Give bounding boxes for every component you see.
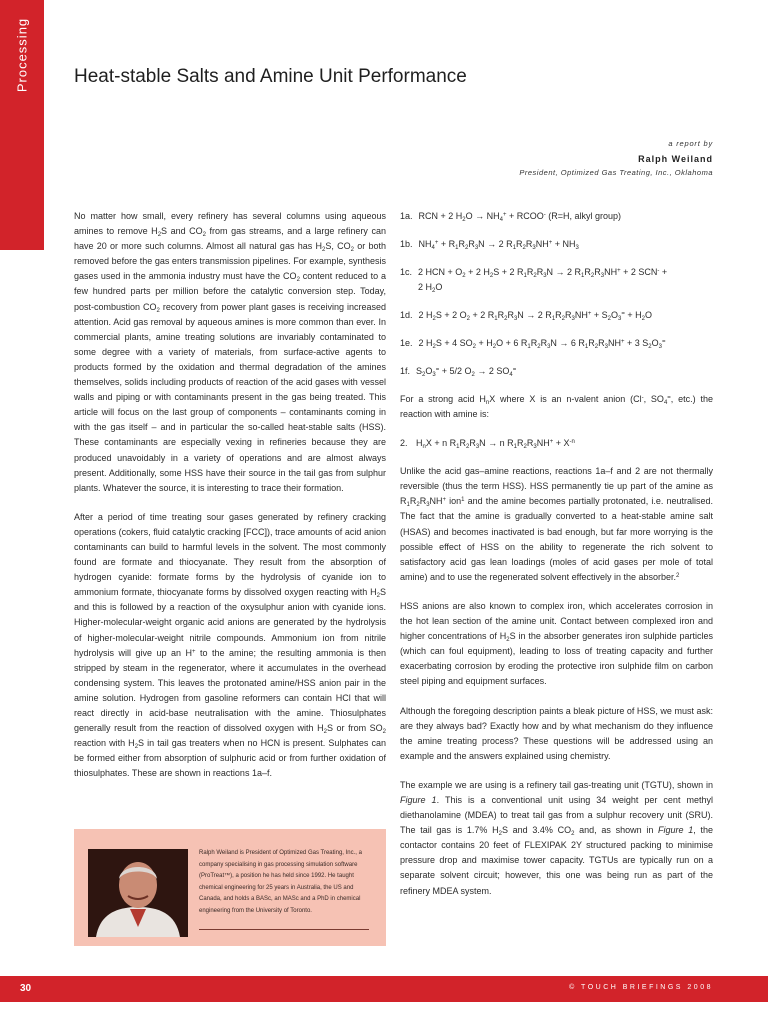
section-tab-label: Processing: [14, 17, 30, 93]
reaction-1a: 1a. RCN + 2 $H_2O \to NH_4^+$ + RCOO- (R=H, alkyl group): [400, 211, 622, 223]
author-photo: [88, 849, 188, 937]
body-paragraph-2: After a period of time treating sour gases generated by refinery cracking operations (cokers, fluid catalytic cracking [FCC]), trace amounts of acid anion contaminants can build to harmful levels in the solvent. The most commonly found are formate and thiocyanate. They result from the absorption of hydrogen cyanide: formate forms by the hydrolysis of cyanide ion to ammonium formate, thiocyanate forms by dissolved oxygen reacting with $H_2S$ and this is followed by a reaction of the oxysulphur anion with cyanide ions. Higher-molecular-weight organic acid anions are generated by the hydrolysis of higher-molecular-weight nitrile compounds. Ammonium ion from nitrile hydrolysis will give up an H+ to the amine; the resulting ammonia is then stripped by steam in the regenerator, where it accumulates in the overhead condensing system. This leaves the protonated amine/HSS anion pair in the amine solution. Hydrogen from gasoline reformers can contain HCl that will react directly in acid-base neutralisation with the amine. Thiosulphates generally result from the reaction of dissolved oxygen with $H_2S$ or from $SO_2$ reaction with $H_2S$ in tail gas treaters when no HCN is present. Sulphates can be formed either from absorption of sulphuric acid or from further oxidation of thiosulphates. These are shown in reactions 1a–f.: [74, 511, 387, 779]
author-role: President, Optimized Gas Treating, Inc., Oklahoma: [519, 168, 713, 177]
left-column: [74, 209, 386, 781]
report-by-label: a report by: [668, 139, 713, 148]
body-paragraph-3: For a strong acid $H_nX$ where X is an n-valent anion (Cl-, $SO_4^=$, etc.) the reaction with amine is:: [400, 394, 713, 420]
section-tab: [0, 0, 44, 250]
byline: [413, 138, 713, 177]
reaction-1d: 1d. 2 $H_2S + 2$ $O_2 + 2$ $R_1R_2R_3N \to 2$ $R_1R_2R_3NH^+ + S_2O_3^= + H_2O$: [400, 310, 652, 322]
body-paragraph-4: Unlike the acid gas–amine reactions, reactions 1a–f and 2 are not thermally reversible (thus the term HSS). HSS permanently tie up part of the amine as $R_1R_2R_3NH^+$ ion$^1$ and the amine becomes partially protonated, i.e. neutralised. The fact that the amine is gradually converted to a heat-stable amine salt (HSAS) and becomes inactivated is bad enough, but far more worrying is the possible effect of HSS on the ability to regenerate the rich solvent to satisfactory acid gas lean loadings (moles of acid gases per mole of total amine) and to use the regenerated solvent effectively in the absorber.$^2$: [400, 466, 713, 582]
copyright-notice: © TOUCH BRIEFINGS 2008: [569, 984, 713, 991]
right-column: [400, 209, 713, 899]
body-paragraph-1: No matter how small, every refinery has several columns using aqueous amines to remove $H_2S$ and $CO_2$ from gas streams, and a large refinery can have 20 or more such columns. Almost all natural gas has $H_2S$, $CO_2$ or both removed before the gas enters transmission pipelines. For example, synthesis gases used in the ammonia industry must have the $CO_2$ content reduced to a few hundred parts per million before the catalytic conversion step. Today, post-combustion $CO_2$ recovery from power plant gases is receiving increased attention. Acid gas removal by aqueous amines is more common than ever. In commercial plants, amine treating solutions are invariably contaminated to some degree with a variety of materials, from surface-active agents to products formed by the oxidation and thermal degradation of the amines themselves, solids including products of reaction of the acid gases with vessel walls and piping or with contaminants present in the gas being treated. This article will focus on the last group of components – contaminants coming in with the gas itself – and in particular the so-called heat-stable salts (HSS). These contaminants are especially vexing in refineries because they are produced unavoidably in a variety of operations and are almost always present. Additionally, some HSS have their source in the tail gas from sulphur plants. Whatever the source, it is interesting to trace their formation.: [74, 211, 386, 493]
body-paragraph-5: HSS anions are also known to complex iron, which accelerates corrosion in the hot lean section of the amine unit. Contact between complexed iron and higher concentrations of $H_2S$ in the absorber generates iron sulphide particles (which can foul equipment), leading to loss of treating capacity and further exacerbating corrosion by eroding the protective iron sulphide film on carbon steel piping and equipment surfaces.: [400, 600, 714, 687]
page-footer: [0, 976, 768, 1002]
reaction-1b: 1b. $NH_4^+ + R_1R_2R_3N \to 2$ $R_1R_2R_3NH^+ + NH_3$: [400, 239, 579, 251]
bio-divider: [199, 929, 369, 930]
body-paragraph-6: Although the foregoing description paints a bleak picture of HSS, we must ask: are they always bad? Exactly how and by what mechanism do they influence the amine treating process? These questions will be addressed using an example and the answers explained using chemistry.: [400, 705, 713, 761]
page-number: 30: [20, 983, 32, 994]
reaction-1e: 1e. 2 $H_2S + 4$ $SO_2 + H_2O + 6$ $R_1R_2R_3N \to 6$ $R_1R_2R_3NH^+ + 3$ $S_2O_3^=$: [400, 338, 666, 350]
reaction-1f: 1f. $S_2O_3^= + 5/2$ $O_2 \to 2$ $SO_4^=$: [400, 366, 517, 378]
reaction-1c: 1c. 2 HCN + $O_2 + 2$ $H_2S + 2$ $R_1R_2R_3N \to 2$ $R_1R_2R_3NH^+ + 2$ SCN- + 2 $H_2O$: [400, 267, 668, 294]
author-name: Ralph Weiland: [638, 154, 713, 164]
reaction-2: 2. $H_nX + n$ $R_1R_2R_3N \to n$ $R_1R_2R_3NH^+ + X^{-n}$: [400, 438, 575, 451]
body-paragraph-7: The example we are using is a refinery tail gas-treating unit (TGTU), shown in Figure 1. This is a conventional unit using 34 weight per cent methyl diethanolamine (MDEA) to treat tail gas from a sulphur recovery unit (SRU). The tail gas is 1.7% $H_2S$ and 3.4% $CO_2$ and, as shown in Figure 1, the contactor contains 20 feet of FLEXIPAK 2Y structured packing to minimise pressure drop and maximise tower capacity. TGTUs are typically run on a separate solvent circuit; however, this one was being run as part of the refinery MDEA system.: [400, 779, 714, 896]
author-bio-box: [74, 829, 386, 946]
author-bio-text: Ralph Weiland is President of Optimized Gas Treating, Inc., a company specialising in gas processing simulation software (ProTreat™), a position he has held since 1992. He taught chemical engineering for 25 years in Australia, the US and Canada, and holds a BASc, an MASc and a PhD in chemical engineering from the University of Toronto.: [199, 850, 362, 914]
article-title: Heat-stable Salts and Amine Unit Performance: [74, 66, 467, 87]
